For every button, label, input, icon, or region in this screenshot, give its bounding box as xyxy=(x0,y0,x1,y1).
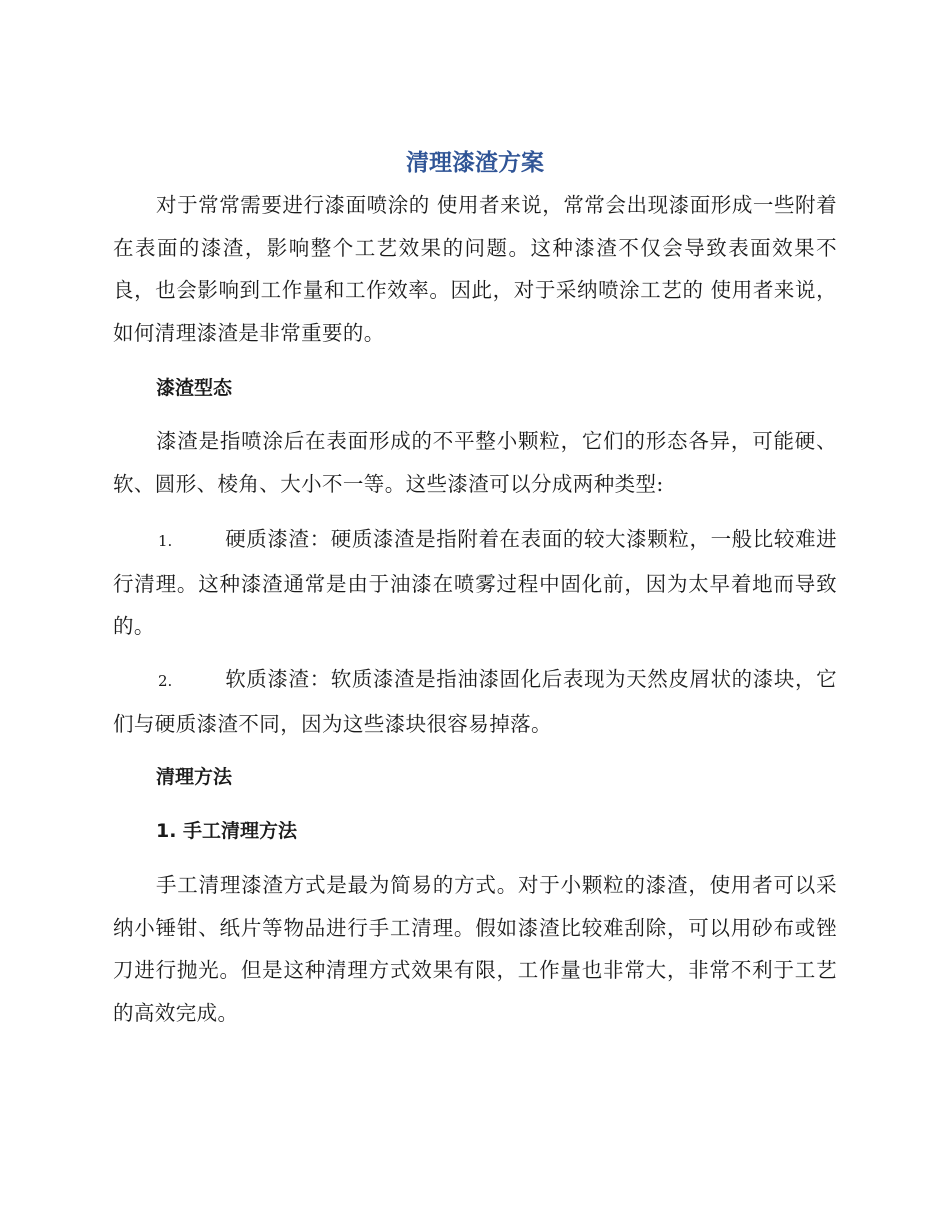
list-item-hard-residue xyxy=(113,518,837,648)
section-heading-cleaning-methods: 清理方法 xyxy=(156,766,233,788)
list-item-soft-residue xyxy=(113,658,837,745)
list-item-text: 软质漆渣：软质漆渣是指油漆固化后表现为天然皮屑状的漆块，它们与硬质漆渣不同，因为这些漆块很容易掉落。 xyxy=(113,667,837,736)
list-item-text: 硬质漆渣：硬质漆渣是指附着在表面的较大漆颗粒，一般比较难进行清理。这种漆渣通常是由于油漆在喷雾过程中固化前，因为太早着地而导致的。 xyxy=(113,527,837,638)
document-title: 清理漆渣方案 xyxy=(406,150,544,176)
intro-paragraph: 对于常常需要进行漆面喷涂的 使用者来说，常常会出现漆面形成一些附着在表面的漆渣，影响整个工艺效果的问题。这种漆渣不仅会导致表面效果不良，也会影响到工作量和工作效率。因此，对于采纳喷涂工艺的 使用者来说，如何清理漆渣是非常重要的。 xyxy=(113,193,837,345)
list-number: 2. xyxy=(158,672,173,690)
section-heading-paint-residue-types: 漆渣型态 xyxy=(156,377,233,399)
residue-types-paragraph: 漆渣是指喷涂后在表面形成的不平整小颗粒，它们的形态各异，可能硬、软、圆形、棱角、大小不一等。这些漆渣可以分成两种类型: xyxy=(113,429,837,496)
list-number: 1. xyxy=(158,532,173,550)
subheading-manual-cleaning: 1. 手工清理方法 xyxy=(156,820,298,842)
manual-cleaning-paragraph: 手工清理漆渣方式是最为简易的方式。对于小颗粒的漆渣，使用者可以采纳小锤钳、纸片等物品进行手工清理。假如漆渣比较难刮除，可以用砂布或锉刀进行抛光。但是这种清理方式效果有限，工作量也非常大，非常不利于工艺的高效完成。 xyxy=(113,873,837,1025)
